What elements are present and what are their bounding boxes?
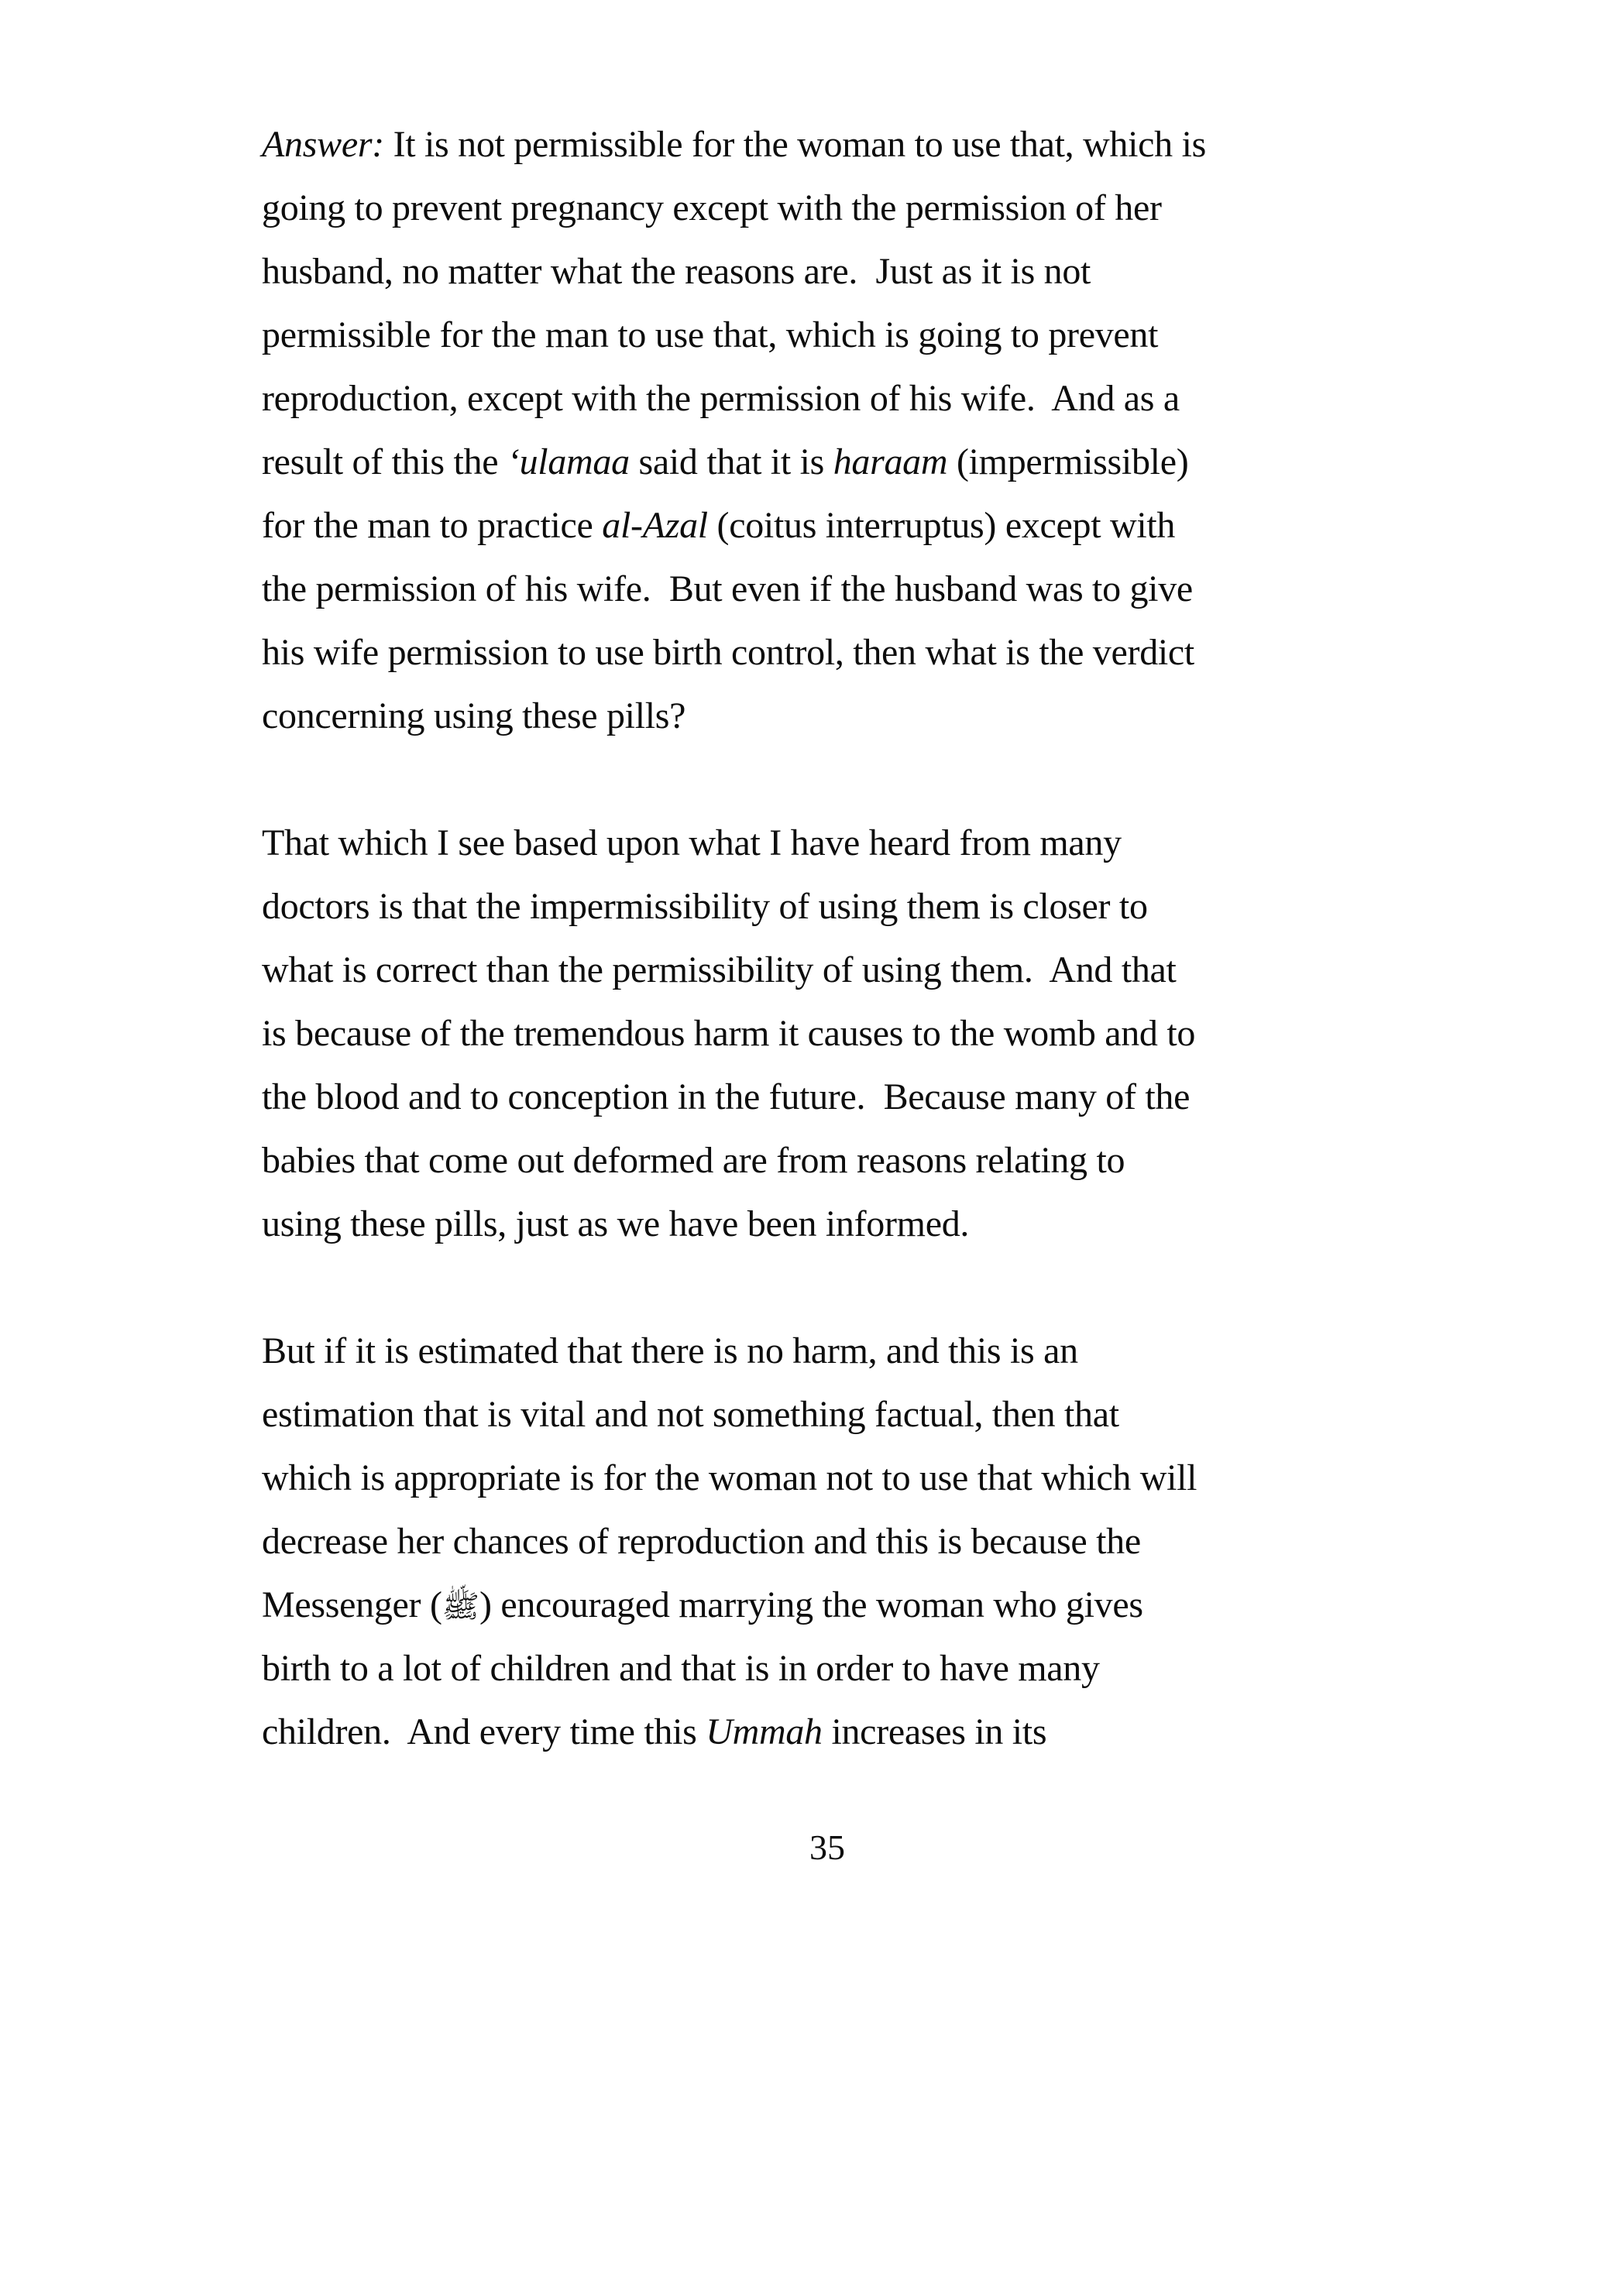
text-line: [262, 939, 1393, 1002]
text-line: [262, 177, 1393, 240]
text-line: [262, 1066, 1393, 1129]
body-text: husband, no matter what the reasons are. Just as it is not: [262, 251, 1091, 292]
paragraph: [262, 113, 1393, 748]
body-text: result of this the: [262, 441, 507, 482]
text-line: [262, 304, 1393, 367]
text-line: [262, 1447, 1393, 1510]
body-text: which is appropriate is for the woman not to use that which will: [262, 1457, 1197, 1498]
body-text: Messenger (: [262, 1584, 442, 1625]
body-text: what is correct than the permissibility of using them. And that: [262, 949, 1177, 990]
body-text: estimation that is vital and not something factual, then that: [262, 1394, 1119, 1435]
text-line: [262, 875, 1393, 939]
body-text: reproduction, except with the permission of his wife. And as a: [262, 378, 1180, 419]
text-line: [262, 1637, 1393, 1701]
text-line: [262, 1320, 1393, 1383]
body-text: concerning using these pills?: [262, 695, 686, 736]
body-text: doctors is that the impermissibility of using them is closer to: [262, 886, 1148, 927]
body-text: increases in its: [822, 1711, 1047, 1752]
body-text: (coitus interruptus) except with: [707, 505, 1176, 546]
body-text: (impermissible): [947, 441, 1189, 482]
body-text: his wife permission to use birth control, then what is the verdict: [262, 632, 1194, 673]
body-text: for the man to practice: [262, 505, 603, 546]
italic-term: Ummah: [706, 1711, 823, 1752]
paragraph: [262, 1320, 1393, 1764]
text-block: [262, 113, 1393, 1764]
italic-term: ‘ulamaa: [507, 441, 630, 482]
text-line: [262, 1129, 1393, 1193]
text-line: [262, 494, 1393, 558]
text-line: [262, 1193, 1393, 1256]
body-text: children. And every time this: [262, 1711, 706, 1752]
text-line: [262, 1701, 1393, 1764]
body-text: the blood and to conception in the future. Because many of the: [262, 1076, 1191, 1117]
body-text: the permission of his wife. But even if the husband was to give: [262, 568, 1193, 609]
italic-term: haraam: [833, 441, 948, 482]
body-text: It is not permissible for the woman to use that, which is: [383, 124, 1206, 165]
body-text: said that it is: [629, 441, 833, 482]
text-line: [262, 685, 1393, 748]
text-line: [262, 113, 1393, 177]
pbuh-honorific-symbol: ﷺ: [442, 1589, 479, 1625]
italic-term: Answer:: [262, 124, 384, 165]
body-text: is because of the tremendous harm it causes to the womb and to: [262, 1013, 1196, 1054]
body-text: babies that come out deformed are from reasons relating to: [262, 1140, 1125, 1181]
text-line: [262, 1383, 1393, 1447]
italic-term: al-Azal: [602, 505, 708, 546]
text-line: [262, 1574, 1393, 1637]
text-line: [262, 431, 1393, 494]
text-line: [262, 558, 1393, 621]
body-text: decrease her chances of reproduction and this is because the: [262, 1521, 1141, 1562]
page-number: 35: [809, 1828, 845, 1867]
text-line: [262, 621, 1393, 685]
body-text: But if it is estimated that there is no harm, and this is an: [262, 1330, 1078, 1371]
body-text: ) encouraged marrying the woman who gives: [479, 1584, 1143, 1625]
paragraph: [262, 812, 1393, 1256]
text-line: [262, 1510, 1393, 1574]
text-line: [262, 240, 1393, 304]
text-line: [262, 367, 1393, 431]
text-line: [262, 1002, 1393, 1066]
body-text: going to prevent pregnancy except with the permission of her: [262, 187, 1162, 228]
text-line: [262, 812, 1393, 875]
body-text: permissible for the man to use that, which is going to prevent: [262, 314, 1159, 355]
body-text: birth to a lot of children and that is in order to have many: [262, 1648, 1100, 1689]
body-text: That which I see based upon what I have heard from many: [262, 822, 1122, 863]
body-text: using these pills, just as we have been informed.: [262, 1203, 970, 1244]
